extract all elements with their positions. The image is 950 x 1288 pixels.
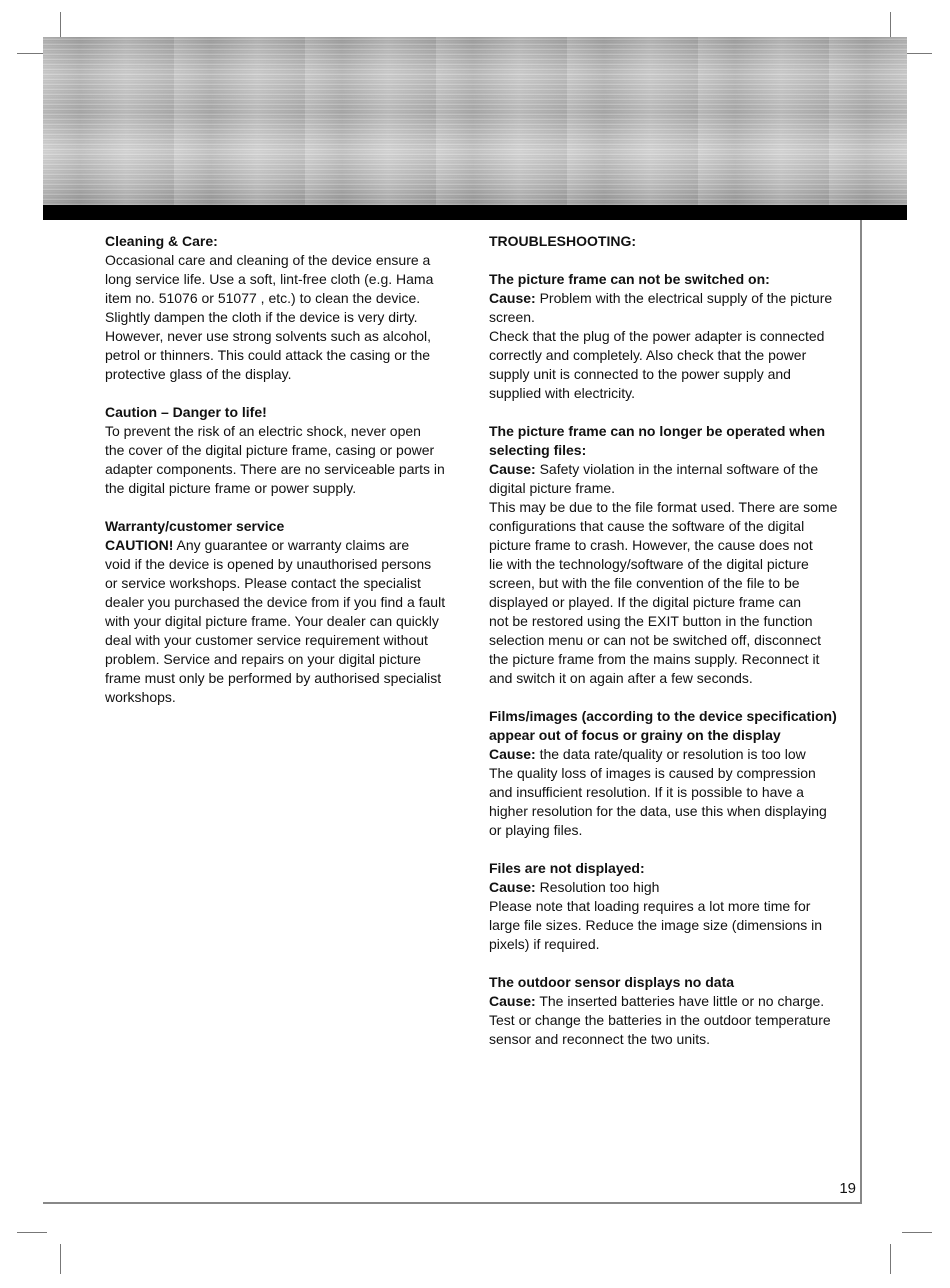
line-text: or playing files.: [489, 822, 583, 838]
left-section: [105, 232, 457, 384]
text-line: [489, 612, 849, 631]
line-text: Problem with the electrical supply of the picture: [535, 290, 833, 306]
text-line: [105, 669, 457, 688]
text-line: [489, 346, 849, 365]
crop-mark-bottom-right-horizontal: [902, 1232, 932, 1233]
text-line: [105, 650, 457, 669]
text-line: [489, 479, 849, 498]
line-text: sensor and reconnect the two units.: [489, 1031, 711, 1047]
line-text: correctly and completely. Also check that the power: [489, 347, 807, 363]
troubleshooting-title: TROUBLESHOOTING:: [489, 233, 636, 249]
line-text: Test or change the batteries in the outdoor temperature: [489, 1012, 831, 1028]
text-line: [489, 593, 849, 612]
line-text: The quality loss of images is caused by compression: [489, 765, 816, 781]
line-text: This may be due to the file format used. There are some: [489, 499, 838, 515]
line-text: problem. Service and repairs on your digital picture: [105, 651, 421, 667]
text-line: [105, 688, 457, 707]
section-heading: selecting files:: [489, 442, 587, 458]
line-text: supplied with electricity.: [489, 385, 636, 401]
text-line: [489, 1011, 849, 1030]
brushed-metal-header-banner: [43, 37, 907, 205]
line-text: Occasional care and cleaning of the device ensure a: [105, 252, 431, 268]
section-heading: The picture frame can no longer be operated when: [489, 423, 826, 439]
line-text: petrol or thinners. This could attack the casing or the: [105, 347, 431, 363]
crop-mark-bottom-right-vertical: [890, 1244, 891, 1274]
line-text: dealer you purchased the device from if you find a fault: [105, 594, 446, 610]
line-text: item no. 51076 or 51077 , etc.) to clean the device.: [105, 290, 421, 306]
line-text: picture frame to crash. However, the cause does not: [489, 537, 813, 553]
text-line: [105, 460, 457, 479]
line-text: void if the device is opened by unauthorised persons: [105, 556, 432, 572]
troubleshooting-section: [489, 859, 849, 954]
line-text: screen, but with the file convention of the file to be: [489, 575, 800, 591]
line-text: screen.: [489, 309, 535, 325]
left-section: [105, 517, 457, 707]
text-line: [105, 574, 457, 593]
line-text: Safety violation in the internal software of the: [535, 461, 819, 477]
text-line: [105, 441, 457, 460]
line-text: frame must only be performed by authorised specialist: [105, 670, 442, 686]
line-text: Resolution too high: [535, 879, 660, 895]
text-line: [489, 783, 849, 802]
line-text: the digital picture frame or power supply.: [105, 480, 357, 496]
line-text: the picture frame from the mains supply. Reconnect it: [489, 651, 820, 667]
line-text: higher resolution for the data, use this when displaying: [489, 803, 827, 819]
line-text: displayed or played. If the digital picture frame can: [489, 594, 802, 610]
text-line: [105, 289, 457, 308]
text-line: [105, 365, 457, 384]
text-line: [489, 536, 849, 555]
text-line: [489, 821, 849, 840]
text-line: [105, 631, 457, 650]
line-text: lie with the technology/software of the digital picture: [489, 556, 809, 572]
text-line: [489, 1030, 849, 1049]
text-line: [489, 878, 849, 897]
line-text: selection menu or can not be switched off, disconnect: [489, 632, 822, 648]
text-line: [489, 897, 849, 916]
line-text: configurations that cause the software of the digital: [489, 518, 805, 534]
text-line: [105, 327, 457, 346]
text-line: [489, 631, 849, 650]
text-line: [489, 802, 849, 821]
line-text: protective glass of the display.: [105, 366, 292, 382]
bold-lead: Cause:: [489, 290, 536, 306]
right-column: [489, 232, 849, 1068]
troubleshooting-section: [489, 707, 849, 840]
line-text: The inserted batteries have little or no charge.: [535, 993, 825, 1009]
line-text: long service life. Use a soft, lint-free cloth (e.g. Hama: [105, 271, 434, 287]
text-line: [105, 346, 457, 365]
text-line: [105, 479, 457, 498]
text-line: [105, 612, 457, 631]
bold-lead: Cause:: [489, 461, 536, 477]
line-text: large file sizes. Reduce the image size (dimensions in: [489, 917, 823, 933]
crop-mark-bottom-left-vertical: [60, 1244, 61, 1274]
text-line: [489, 669, 849, 688]
text-line: [489, 650, 849, 669]
text-line: [105, 536, 457, 555]
section-heading: Warranty/customer service: [105, 518, 285, 534]
left-section: [105, 403, 457, 498]
text-line: [489, 745, 849, 764]
line-text: supply unit is connected to the power supply and: [489, 366, 791, 382]
section-heading: The outdoor sensor displays no data: [489, 974, 735, 990]
text-line: [489, 460, 849, 479]
line-text: the cover of the digital picture frame, casing or power: [105, 442, 435, 458]
section-heading: Files are not displayed:: [489, 860, 645, 876]
troubleshooting-section: [489, 422, 849, 688]
bold-lead: Cause:: [489, 879, 536, 895]
line-text: and insufficient resolution. If it is possible to have a: [489, 784, 804, 800]
bold-lead: CAUTION!: [105, 537, 174, 553]
line-text: However, never use strong solvents such as alcohol,: [105, 328, 432, 344]
text-line: [105, 593, 457, 612]
line-text: with your digital picture frame. Your dealer can quickly: [105, 613, 439, 629]
text-line: [489, 498, 849, 517]
text-line: [489, 935, 849, 954]
line-text: workshops.: [105, 689, 176, 705]
page-number: 19: [839, 1180, 856, 1197]
text-line: [105, 308, 457, 327]
line-text: or service workshops. Please contact the specialist: [105, 575, 421, 591]
crop-mark-bottom-left-horizontal: [17, 1232, 47, 1233]
section-heading: Caution – Danger to life!: [105, 404, 267, 420]
text-line: [489, 992, 849, 1011]
line-text: pixels) if required.: [489, 936, 600, 952]
troubleshooting-section: [489, 270, 849, 403]
line-text: Any guarantee or warranty claims are: [173, 537, 410, 553]
left-column: [105, 232, 457, 726]
bold-lead: Cause:: [489, 993, 536, 1009]
line-text: Check that the plug of the power adapter is connected: [489, 328, 825, 344]
text-line: [489, 308, 849, 327]
text-line: [489, 574, 849, 593]
line-text: Please note that loading requires a lot more time for: [489, 898, 811, 914]
text-line: [489, 384, 849, 403]
line-text: digital picture frame.: [489, 480, 616, 496]
page-frame-bottom-rule: [43, 1202, 862, 1204]
section-heading: Cleaning & Care:: [105, 233, 218, 249]
text-line: [105, 555, 457, 574]
page-frame-right-rule: [860, 220, 862, 1204]
text-line: [105, 251, 457, 270]
text-line: [489, 327, 849, 346]
text-line: [489, 289, 849, 308]
text-line: [489, 764, 849, 783]
header-black-bar: [43, 205, 907, 220]
text-line: [489, 555, 849, 574]
text-line: [489, 365, 849, 384]
section-heading: Films/images (according to the device specification): [489, 708, 837, 724]
text-line: [105, 422, 457, 441]
troubleshooting-section: [489, 973, 849, 1049]
text-line: [489, 517, 849, 536]
text-line: [105, 270, 457, 289]
bold-lead: Cause:: [489, 746, 536, 762]
line-text: not be restored using the EXIT button in the function: [489, 613, 813, 629]
line-text: and switch it on again after a few seconds.: [489, 670, 753, 686]
line-text: Slightly dampen the cloth if the device is very dirty.: [105, 309, 418, 325]
line-text: To prevent the risk of an electric shock, never open: [105, 423, 421, 439]
section-heading: The picture frame can not be switched on:: [489, 271, 770, 287]
section-heading: appear out of focus or grainy on the display: [489, 727, 781, 743]
line-text: deal with your customer service requirement without: [105, 632, 428, 648]
text-line: [489, 916, 849, 935]
line-text: the data rate/quality or resolution is too low: [535, 746, 806, 762]
line-text: adapter components. There are no serviceable parts in: [105, 461, 445, 477]
